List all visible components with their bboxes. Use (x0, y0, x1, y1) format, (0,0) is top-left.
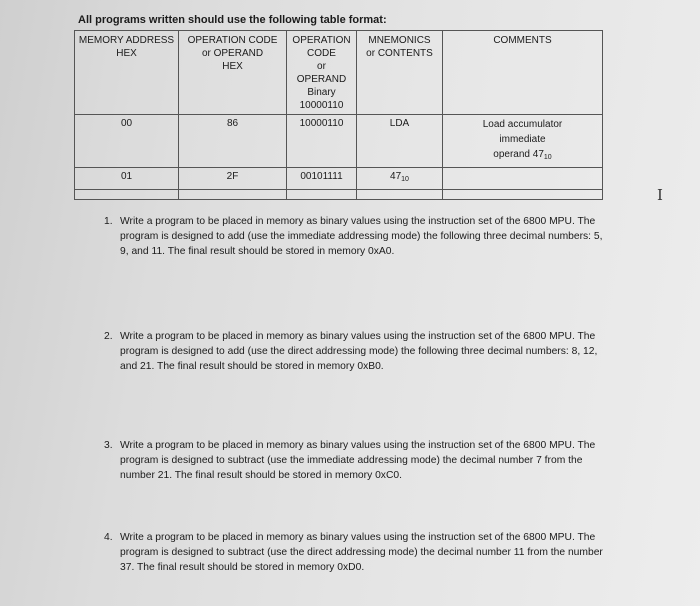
list-item (104, 438, 604, 483)
problem-number: 4. (104, 532, 113, 543)
problem-number: 1. (104, 216, 113, 227)
header-binary-example: 10000110 (299, 100, 344, 111)
table-row (75, 168, 603, 190)
problem-text: Write a program to be placed in memory as binary values using the instruction set of the 6800 MPU. The program is designed to subtract (use the immediate addressing mode) the decimal number 7 from the number 21. The final result should be stored in memory 0xC0. (120, 440, 596, 481)
list-item (104, 530, 604, 575)
cell-comment-subscript: 10 (543, 154, 552, 161)
empty-cell (287, 190, 357, 200)
cell-opcode: 2F (179, 168, 287, 190)
cell-binary: 00101111 (287, 168, 357, 190)
instruction-format-table (74, 30, 603, 200)
empty-cell (357, 190, 443, 200)
problem-text: Write a program to be placed in memory as binary values using the instruction set of the 6800 MPU. The program is designed to add (use the direct addressing mode) the following three decimal numbers: 8, 12, and 21. The final result should be stored in memory 0xB0. (120, 331, 598, 372)
header-memory-address-text: MEMORY ADDRESS HEX (78, 35, 175, 59)
cell-comment-text: Load accumulator immediate operand 47 (482, 119, 563, 160)
table-header-row (75, 31, 603, 115)
header-mnemonics (357, 31, 443, 115)
problem-number: 2. (104, 331, 113, 342)
header-operation-binary (287, 31, 357, 115)
header-mnemonics-text: MNEMONICS or CONTENTS (366, 35, 433, 59)
cell-comment (443, 168, 603, 190)
problem-number: 3. (104, 440, 113, 451)
text-cursor-icon: I (657, 186, 663, 204)
problem-text: Write a program to be placed in memory as binary values using the instruction set of the 6800 MPU. The program is designed to add (use the immediate addressing mode) the following three decimal numbers: 5, 9, and 11. The final result should be stored in memory 0xA0. (120, 216, 603, 257)
table-row (75, 115, 603, 168)
cell-mnemonic-text: 47 (390, 171, 402, 182)
problem-list (104, 214, 604, 575)
empty-cell (179, 190, 287, 200)
header-comments-text: COMMENTS (493, 35, 552, 46)
page-title: All programs written should use the following table format: (78, 14, 387, 26)
cell-comment (443, 115, 603, 168)
header-operation-code-text: OPERATION CODE or OPERAND HEX (187, 35, 278, 72)
list-item (104, 214, 604, 259)
table-row-empty (75, 190, 603, 200)
cell-mnemonic-subscript: 10 (401, 176, 409, 183)
empty-cell (443, 190, 603, 200)
empty-cell (75, 190, 179, 200)
cell-address: 01 (75, 168, 179, 190)
problem-text: Write a program to be placed in memory as binary values using the instruction set of the 6800 MPU. The program is designed to subtract (use the direct addressing mode) the decimal number 11 from the number 37. The final result should be stored in memory 0xD0. (120, 532, 603, 573)
cell-address: 00 (75, 115, 179, 168)
header-memory-address (75, 31, 179, 115)
header-operation-code (179, 31, 287, 115)
cell-mnemonic: LDA (357, 115, 443, 168)
header-comments (443, 31, 603, 115)
cell-opcode: 86 (179, 115, 287, 168)
header-operation-binary-text: OPERATION CODE or OPERAND Binary (292, 35, 351, 98)
list-item (104, 329, 604, 374)
cell-binary: 10000110 (287, 115, 357, 168)
cell-mnemonic (357, 168, 443, 190)
